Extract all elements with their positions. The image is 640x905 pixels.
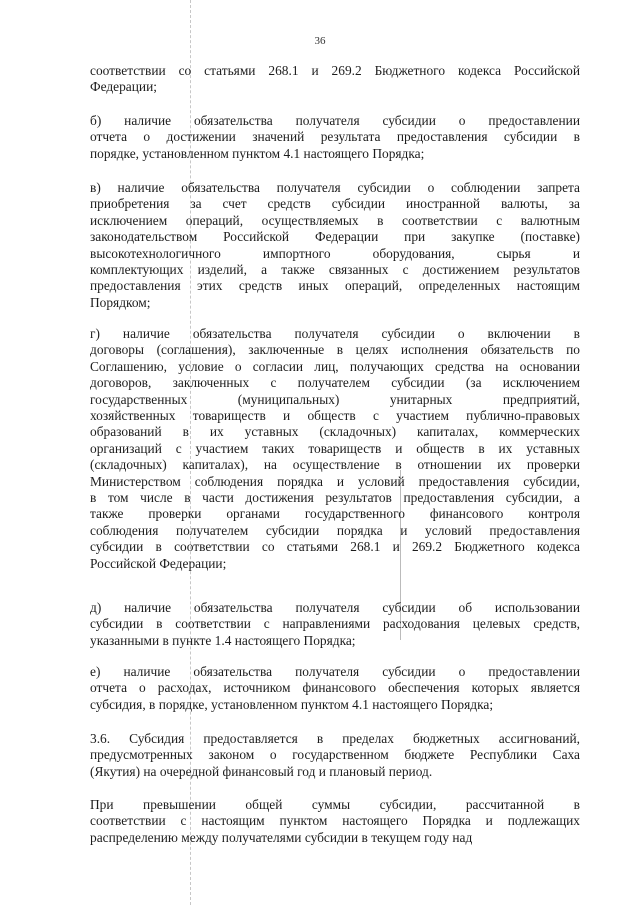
paragraph-excess (90, 797, 580, 846)
text-line: комплектующих изделий, а также связанных с достижением результатов (90, 262, 580, 278)
text-line: г) наличие обязательства получателя субсидии о включении в (90, 326, 580, 341)
text-line: соответствии с настоящим пунктом настоящего Порядка и подлежащих (90, 813, 580, 829)
text-line: (складочных) капиталах), на осуществление в отношении их проверки (90, 457, 580, 473)
text-line: законодательством Российской Федерации при закупке (поставке) (90, 229, 580, 245)
paragraph-item-b (90, 113, 580, 162)
paragraph-item-v (90, 180, 580, 311)
text-line: При превышении общей суммы субсидии, рассчитанной в (90, 797, 580, 812)
text-line: договоры (соглашения), заключенные в целях исполнения обязательств по (90, 342, 580, 358)
text-line: высокотехнологичного импортного оборудования, сырья и (90, 245, 580, 261)
text-line: указанными в пункте 1.4 настоящего Порядка; (90, 632, 356, 648)
text-line: также проверки органами государственного финансового контроля (90, 506, 580, 522)
text-line: образований в их уставных (складочных) капиталах, коммерческих (90, 424, 580, 440)
text-line: в) наличие обязательства получателя субсидии о соблюдении запрета (90, 180, 580, 195)
paragraph-item-e (90, 664, 580, 713)
text-line: отчета о достижении значений результата предоставления субсидии в (90, 129, 580, 145)
paragraph-item-d (90, 600, 580, 649)
text-line: Российской Федерации; (90, 555, 227, 571)
text-line: 3.6. Субсидия предоставляется в пределах бюджетных ассигнований, (90, 731, 580, 746)
paragraph-item-g (90, 326, 580, 572)
text-line: соблюдения получателем субсидии порядка и условий предоставления (90, 522, 580, 538)
text-line: приобретения за счет средств субсидии иностранной валюты, за (90, 196, 580, 212)
text-line: субсидия, в порядке, установленном пунктом 4.1 настоящего Порядка; (90, 696, 494, 712)
text-line: в том числе в части достижения результатов предоставления субсидии, а (90, 490, 580, 506)
text-line: Соглашению, условие о согласии лиц, получающих средства на основании (90, 358, 580, 374)
text-line: б) наличие обязательства получателя субсидии о предоставлении (90, 113, 580, 128)
text-line: государственных (муниципальных) унитарных предприятий, (90, 391, 580, 407)
text-line: организаций с участием таких товариществ и обществ в их уставных (90, 440, 580, 456)
text-line: д) наличие обязательства получателя субсидии об использовании (90, 600, 580, 615)
text-line: е) наличие обязательства получателя субсидии о предоставлении (90, 664, 580, 679)
page-number: 36 (314, 35, 326, 47)
text-line: Федерации; (90, 79, 157, 95)
text-line: порядке, установленном пунктом 4.1 настоящего Порядка; (90, 145, 425, 161)
text-line: предусмотренных законом о государственном бюджете Республики Саха (90, 747, 580, 763)
text-line: субсидии в соответствии со статьями 268.1 и 269.2 Бюджетного кодекса (90, 539, 580, 555)
text-line: хозяйственных товариществ и обществ с участием публично-правовых (90, 408, 580, 424)
text-line: исключением операций, осуществляемых в соответствии с валютным (90, 212, 580, 228)
text-line: субсидии в соответствии с направлениями расходования целевых средств, (90, 616, 580, 632)
text-line: Порядком; (90, 294, 151, 310)
paragraph-3-6 (90, 731, 580, 780)
text-line: соответствии со статьями 268.1 и 269.2 Бюджетного кодекса Российской (90, 63, 580, 78)
text-line: Министерством соблюдения порядка и условий предоставления субсидии, (90, 473, 580, 489)
text-line: (Якутия) на очередной финансовый год и плановый период. (90, 763, 433, 779)
text-line: предоставления этих средств иных операций, определенных настоящим (90, 278, 580, 294)
paragraph-continuation (90, 63, 580, 96)
text-line: распределению между получателями субсидии в текущем году над (90, 829, 473, 845)
text-line: отчета о расходах, источником финансового обеспечения которых является (90, 680, 580, 696)
text-line: договоров, заключенных с получателем субсидии (за исключением (90, 375, 580, 391)
